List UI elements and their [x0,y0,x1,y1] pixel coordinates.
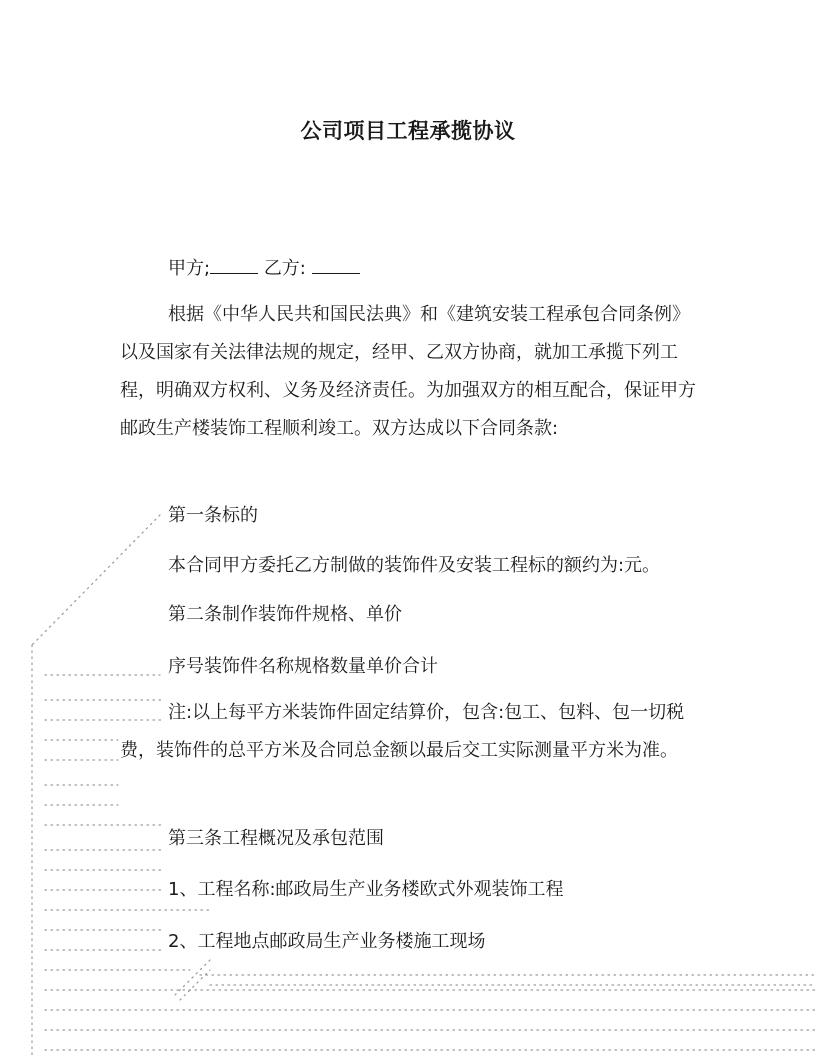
party-b-blank [312,257,360,274]
article1-text: 本合同甲方委托乙方制做的装饰件及安装工程标的额约为:元。 [168,555,661,576]
table-header-line: 序号装饰件名称规格数量单价合计 [168,656,438,677]
list-item-project-name: 1、工程名称:邮政局生产业务楼欧式外观装饰工程 [168,879,564,900]
parties-line [168,254,360,280]
article1-heading: 第一条标的 [168,505,258,526]
party-b-label: 乙方: [263,258,306,279]
list-item-project-location: 2、工程地点邮政局生产业务楼施工现场 [168,931,486,952]
note-paragraph: 注:以上每平方米装饰件固定结算价，包含:包工、包料、包一切税费，装饰件的总平方米及合同总金额以最后交工实际测量平方米为准。 [120,702,685,761]
party-a-label: 甲方; [168,258,211,279]
article3-heading: 第三条工程概况及承包范围 [168,828,384,849]
party-a-blank [210,257,258,274]
document-title: 公司项目工程承揽协议 [300,119,516,143]
preamble-paragraph: 根据《中华人民共和国民法典》和《建筑安装工程承包合同条例》以及国家有关法律法规的规定，经甲、乙双方协商，就加工承揽下列工程，明确双方权利、义务及经济责任。为加强双方的相互配合，保证甲方邮政生产楼装饰工程顺利竣工。双方达成以下合同条款: [120,304,696,439]
article2-heading: 第二条制作装饰件规格、单价 [168,604,402,625]
